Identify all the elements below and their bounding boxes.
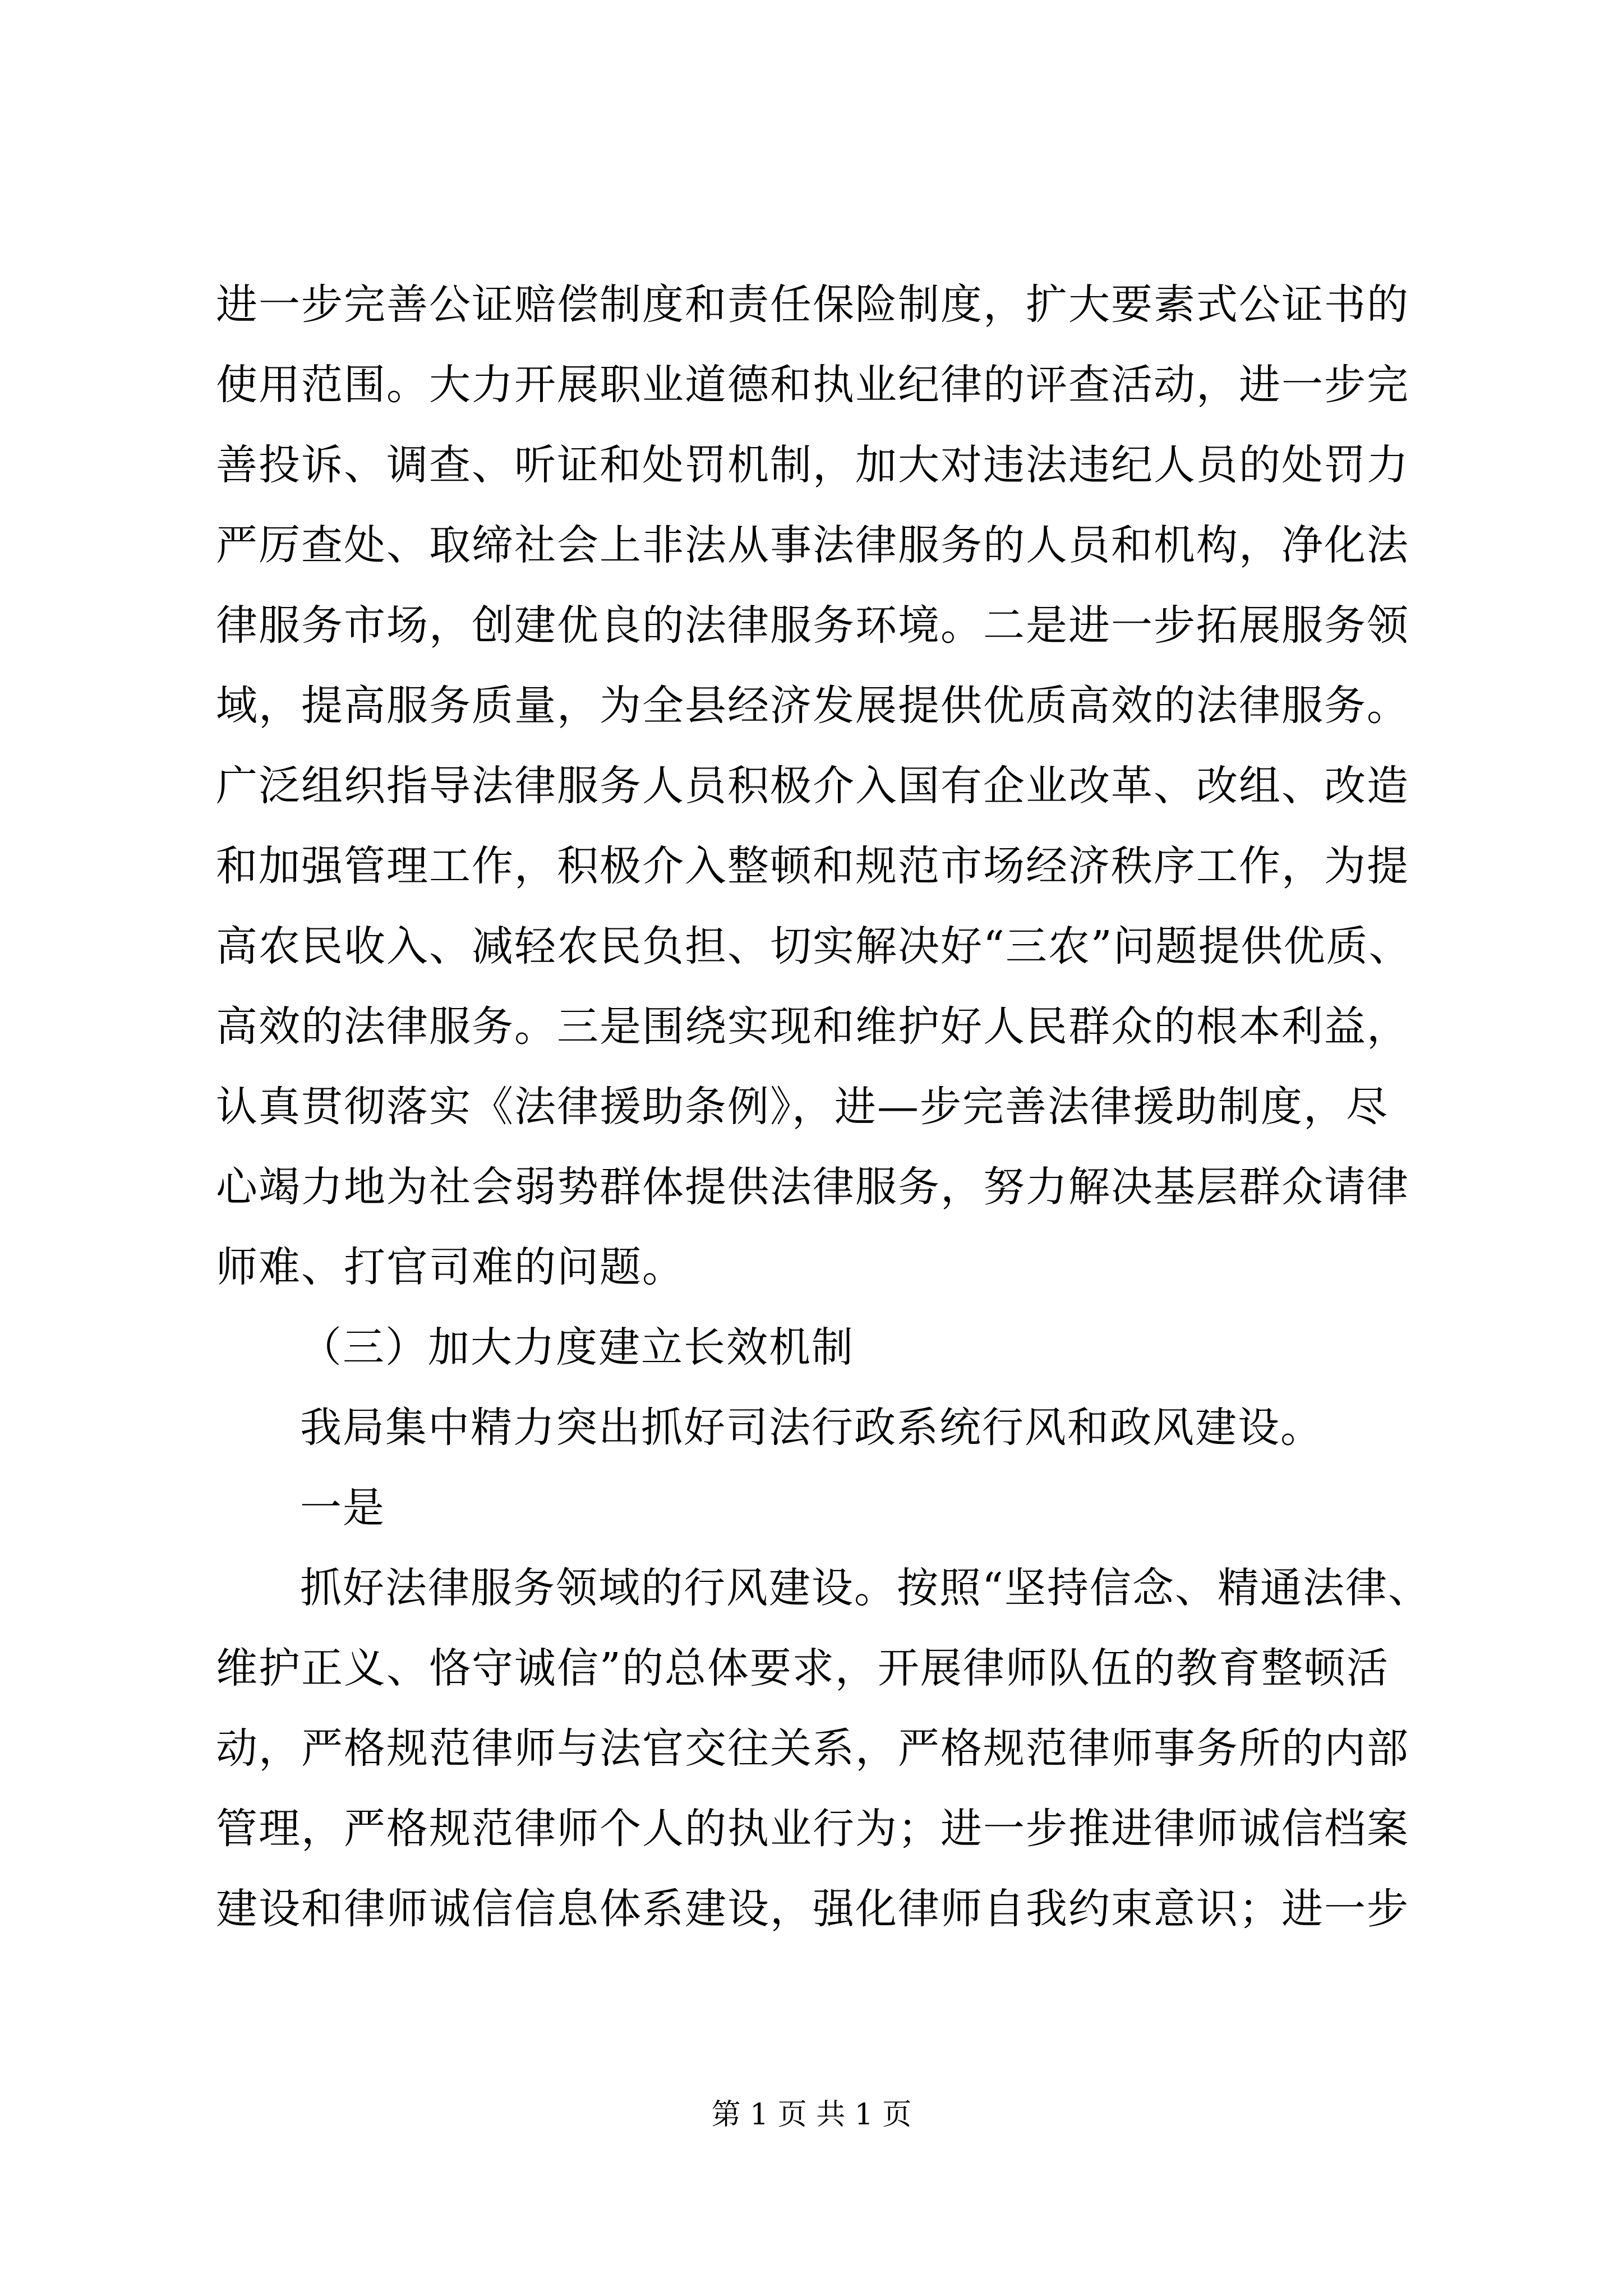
text-line: 律服务市场，创建优良的法律服务环境。二是进一步拓展服务领 [216, 601, 1409, 650]
text-line: 管理，严格规范律师个人的执业行为；进一步推进律师诚信档案 [216, 1805, 1409, 1853]
text-line: 抓好法律服务领域的行风建设。按照“坚持信念、精通法律、 [300, 1564, 1431, 1612]
text-line: 高效的法律服务。三是围绕实现和维护好人民群众的根本利益， [216, 1002, 1409, 1051]
page-footer [0, 2092, 1623, 2137]
section-heading: （三）加大力度建立长效机制 [300, 1323, 854, 1372]
text-line: 广泛组织指导法律服务人员积极介入国有企业改革、改组、改造 [216, 762, 1409, 810]
text-line: 心竭力地为社会弱势群体提供法律服务，努力解决基层群众请律 [216, 1163, 1409, 1211]
text-line: 我局集中精力突出抓好司法行政系统行风和政风建设。 [300, 1404, 1323, 1452]
text-line: 域，提高服务质量，为全县经济发展提供优质高效的法律服务。 [216, 682, 1409, 730]
document-body [216, 265, 1431, 1949]
text-line: 一是 [300, 1484, 385, 1532]
text-line: 高农民收入、减轻农民负担、切实解决好“三农”问题提供优质、 [216, 922, 1412, 970]
text-line: 进一步完善公证赔偿制度和责任保险制度，扩大要素式公证书的 [216, 280, 1409, 329]
page-number-label: 第 1 页 共 1 页 [711, 2098, 912, 2132]
text-line: 严厉查处、取缔社会上非法从事法律服务的人员和机构，净化法 [216, 521, 1409, 569]
text-line: 使用范围。大力开展职业道德和执业纪律的评查活动，进一步完 [216, 361, 1409, 409]
text-line: 认真贯彻落实《法律援助条例》，进—步完善法律援助制度，尽 [216, 1083, 1389, 1131]
text-line: 善投诉、调查、听证和处罚机制，加大对违法违纪人员的处罚力 [216, 441, 1409, 489]
text-line: 维护正义、恪守诚信”的总体要求，开展律师队伍的教育整顿活 [216, 1644, 1389, 1692]
text-line: 建设和律师诚信信息体系建设，强化律师自我约束意识；进一步 [216, 1885, 1409, 1933]
text-line: 和加强管理工作，积极介入整顿和规范市场经济秩序工作，为提 [216, 842, 1409, 890]
text-line: 师难、打官司难的问题。 [216, 1243, 685, 1291]
text-line: 动，严格规范律师与法官交往关系，严格规范律师事务所的内部 [216, 1724, 1409, 1773]
